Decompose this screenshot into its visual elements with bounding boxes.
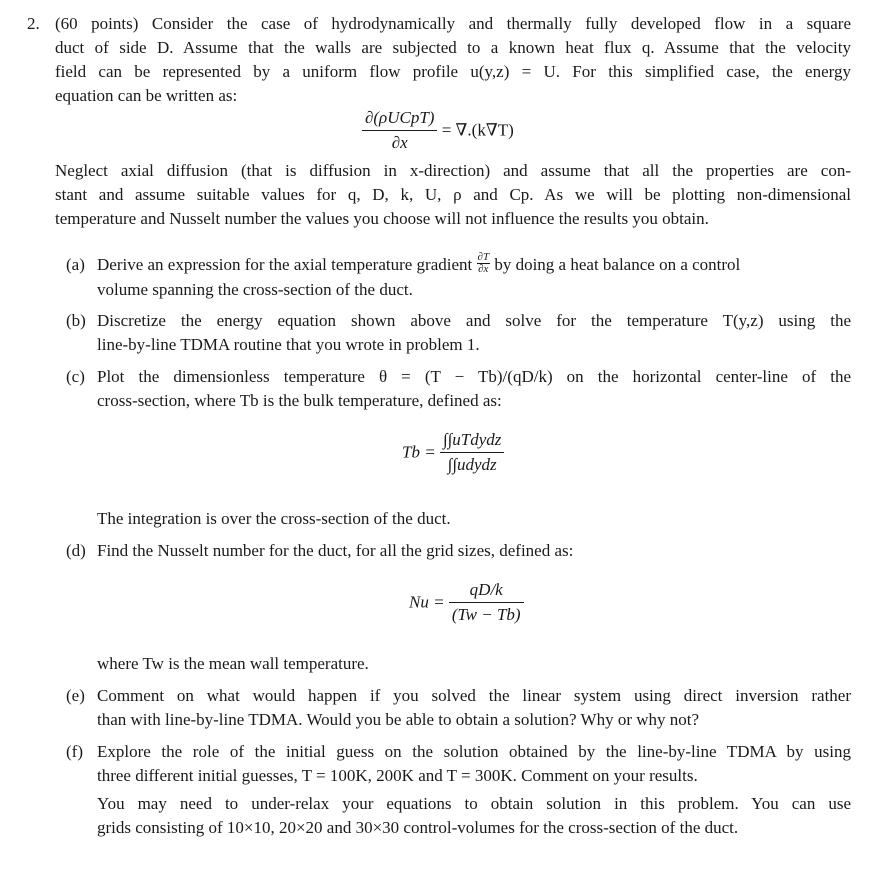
- part-a-text: [97, 250, 851, 302]
- part-c-line-1: Plot the dimensionless temperature θ = (T − Tb)/(qD/k) on the horizontal center-line of the: [97, 367, 851, 386]
- part-f-text: [97, 740, 851, 840]
- part-c-label: (c): [66, 367, 85, 386]
- nusselt-eq-numerator: qD/k: [449, 578, 524, 603]
- part-f-note-1: You may need to under-relax your equations to obtain solution in this problem. You can use: [97, 794, 851, 813]
- bulk-eq-denominator: ∫∫udydz: [447, 455, 497, 474]
- neglect-paragraph: [55, 159, 851, 231]
- problem-number: 2.: [27, 14, 40, 33]
- axial-gradient-den: ∂x: [478, 262, 489, 275]
- nusselt-equation: [409, 578, 524, 627]
- part-c-line-2: cross-section, where Tb is the bulk temperature, defined as:: [97, 391, 502, 410]
- problem-intro: [55, 12, 851, 108]
- part-a-line-1: [97, 250, 851, 278]
- bulk-eq-numerator: ∫∫uTdydz: [440, 428, 504, 453]
- part-d-mean-wall-note: where Tw is the mean wall temperature.: [97, 654, 369, 673]
- bulk-eq-fraction: [440, 428, 504, 477]
- neglect-line: stant and assume suitable values for q, D, k, U, ρ and Cp. As we will be plotting non-dimensional: [55, 185, 851, 204]
- bulk-temperature-equation: [402, 428, 504, 477]
- part-d-text: [97, 539, 851, 563]
- part-e-text: [97, 684, 851, 732]
- energy-eq-numerator: ∂(ρUCpT): [362, 106, 437, 131]
- nusselt-eq-lhs: Nu =: [409, 592, 445, 612]
- part-c-integration-note: The integration is over the cross-section of the duct.: [97, 509, 451, 528]
- part-e-line-2: than with line-by-line TDMA. Would you be able to obtain a solution? Why or why not?: [97, 710, 700, 729]
- part-a-label: (a): [66, 255, 85, 274]
- part-e-label: (e): [66, 686, 85, 705]
- part-f-note-2: grids consisting of 10×10, 20×20 and 30×30 control-volumes for the cross-section of the duct.: [97, 818, 739, 837]
- energy-equation: [362, 106, 514, 155]
- part-d-line-1: Find the Nusselt number for the duct, for all the grid sizes, defined as:: [97, 541, 574, 560]
- neglect-line: temperature and Nusselt number the values you choose will not influence the results you obtain.: [55, 209, 709, 228]
- intro-line: equation can be written as:: [55, 86, 238, 105]
- part-b-text: [97, 309, 851, 357]
- bulk-eq-lhs: Tb =: [402, 442, 436, 462]
- part-b-line-1: Discretize the energy equation shown above and solve for the temperature T(y,z) using the: [97, 311, 851, 330]
- part-c-text: [97, 365, 851, 413]
- part-a-after: by doing a heat balance on a control: [494, 255, 741, 274]
- part-b-label: (b): [66, 311, 86, 330]
- intro-line: field can be represented by a uniform flow profile u(y,z) = U. For this simplified case, the energy: [55, 62, 851, 81]
- part-a-before: Derive an expression for the axial temperature gradient: [97, 255, 473, 274]
- intro-line: (60 points) Consider the case of hydrodynamically and thermally fully developed flow in a square: [55, 14, 851, 33]
- nusselt-eq-fraction: [449, 578, 524, 627]
- intro-line: duct of side D. Assume that the walls are subjected to a known heat flux q. Assume that the velocity: [55, 38, 851, 57]
- part-a-line-2: volume spanning the cross-section of the duct.: [97, 279, 413, 299]
- part-f-label: (f): [66, 742, 83, 761]
- energy-eq-rhs: = ∇.(k∇T): [441, 120, 514, 140]
- part-f-line-1: Explore the role of the initial guess on the solution obtained by the line-by-line TDMA by using: [97, 742, 851, 761]
- energy-eq-denominator: ∂x: [391, 133, 408, 152]
- axial-gradient-num: ∂T: [477, 250, 490, 263]
- nusselt-eq-denominator: (Tw − Tb): [451, 605, 521, 624]
- part-e-line-1: Comment on what would happen if you solved the linear system using direct inversion rather: [97, 686, 851, 705]
- part-d-label: (d): [66, 541, 86, 560]
- energy-equation-fraction: [362, 106, 437, 155]
- axial-gradient-fraction: [477, 252, 491, 275]
- neglect-line: Neglect axial diffusion (that is diffusion in x-direction) and assume that all the properties are con-: [55, 161, 851, 180]
- part-b-line-2: line-by-line TDMA routine that you wrote in problem 1.: [97, 335, 480, 354]
- part-f-line-2: three different initial guesses, T = 100K, 200K and T = 300K. Comment on your results.: [97, 766, 698, 785]
